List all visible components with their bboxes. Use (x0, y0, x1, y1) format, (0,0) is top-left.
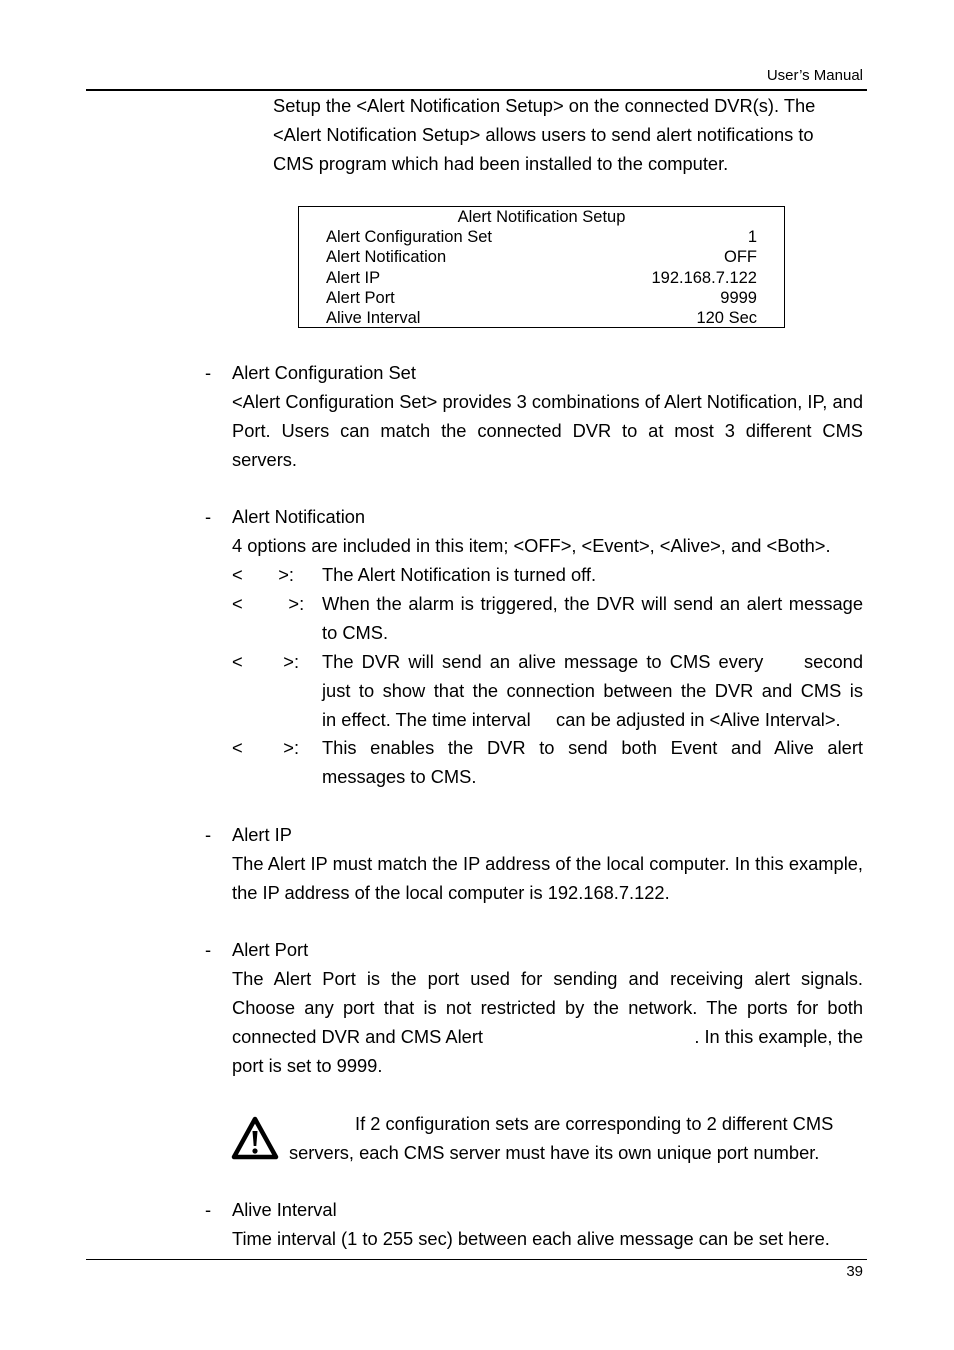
menu-row-ip (326, 269, 757, 289)
menu-row-config-set (326, 228, 757, 248)
alert-notification-setup-menu (298, 206, 785, 328)
warning-triangle-icon (231, 1116, 279, 1160)
section-body-alert-ip: The Alert IP must match the IP address of the local computer. In this example, the IP address of the local computer is 192.168.7.122. (232, 853, 863, 903)
menu-row-label: Alert Configuration Set (326, 228, 493, 246)
section-body-alive-interval: Time interval (1 to 255 sec) between each alive message can be set here. (232, 1228, 830, 1249)
option-alive (232, 647, 863, 734)
option-desc: When the alarm is triggered, the DVR will send an alert message to CMS. (322, 593, 863, 643)
option-desc-line: just to show that the connection between the DVR and CMS is (322, 680, 863, 701)
page-number: 39 (846, 1263, 863, 1280)
body-line-start: connected DVR and CMS Alert (232, 1026, 483, 1047)
intro-line-3: CMS program which had been installed to the computer. (273, 153, 729, 174)
option-desc-line: in effect. The time interval can be adjusted in <Alive Interval>. (322, 709, 841, 730)
section-body-alert-port (232, 964, 863, 1080)
section-title-text: Alert Port (232, 939, 309, 960)
header-title: User’s Manual (766, 67, 863, 84)
menu-row-value: OFF (724, 248, 757, 266)
menu-row-value: 9999 (720, 289, 757, 307)
section-title-text: Alert Configuration Set (232, 362, 416, 383)
section-title-alert-ip (205, 820, 292, 849)
menu-row-port (326, 289, 757, 309)
menu-row-value: 192.168.7.122 (651, 269, 757, 287)
option-desc: The Alert Notification is turned off. (322, 564, 597, 585)
bullet-dash: - (205, 824, 212, 845)
section-title-alert-port (205, 935, 308, 964)
option-key: < >: (232, 737, 300, 758)
body-line: Choose any port that is not restricted by the network. The ports for both (232, 997, 863, 1018)
bullet-dash: - (205, 362, 212, 383)
menu-row-label: Alert Port (326, 289, 395, 307)
menu-row-label: Alert IP (326, 269, 381, 287)
intro-line-1: Setup the <Alert Notification Setup> on the connected DVR(s). The (273, 95, 816, 116)
menu-row-label: Alive Interval (326, 309, 421, 327)
bullet-dash: - (205, 506, 212, 527)
bullet-dash: - (205, 939, 212, 960)
option-key: < >: (232, 593, 305, 614)
body-line-end: . In this example, the (694, 1026, 863, 1047)
menu-row-alive-interval (326, 309, 757, 329)
section-title-alive-interval (205, 1195, 337, 1224)
body-line (232, 1022, 863, 1051)
section-title-text: Alert IP (232, 824, 292, 845)
body-line: port is set to 9999. (232, 1055, 383, 1076)
option-desc: This enables the DVR to send both Event and Alive alert messages to CMS. (322, 737, 863, 787)
option-desc-line: The DVR will send an alive message to CMS every second (322, 651, 863, 672)
intro-paragraph (273, 91, 873, 178)
menu-title: Alert Notification Setup (457, 208, 626, 226)
option-both (232, 733, 863, 791)
note-text (289, 1109, 863, 1167)
option-key: < >: (232, 651, 300, 672)
menu-row-notification (326, 248, 757, 268)
menu-row-value: 120 Sec (696, 309, 757, 327)
section-title-text: Alert Notification (232, 506, 366, 527)
note-line: servers, each CMS server must have its own unique port number. (289, 1142, 820, 1163)
section-title-notification (205, 502, 365, 531)
note-line: If 2 configuration sets are corresponding to 2 different CMS (355, 1113, 834, 1134)
section-body-notification: 4 options are included in this item; <OFF>, <Event>, <Alive>, and <Both>. (232, 535, 831, 556)
option-desc (322, 647, 863, 734)
footer-rule (86, 1259, 867, 1260)
option-event (232, 589, 863, 647)
option-key: < >: (232, 564, 294, 585)
menu-row-label: Alert Notification (326, 248, 447, 266)
body-line: The Alert Port is the port used for sending and receiving alert signals. (232, 968, 863, 989)
menu-row-value: 1 (747, 228, 757, 246)
section-title-config-set (205, 358, 416, 387)
section-body-config-set: <Alert Configuration Set> provides 3 combinations of Alert Notification, IP, and Port. Users can match the connected DVR to at most 3 different CMS servers. (232, 391, 863, 470)
option-off (232, 560, 863, 589)
intro-line-2: <Alert Notification Setup> allows users to send alert notifications to (273, 124, 814, 145)
section-title-text: Alive Interval (232, 1199, 337, 1220)
bullet-dash: - (205, 1199, 212, 1220)
